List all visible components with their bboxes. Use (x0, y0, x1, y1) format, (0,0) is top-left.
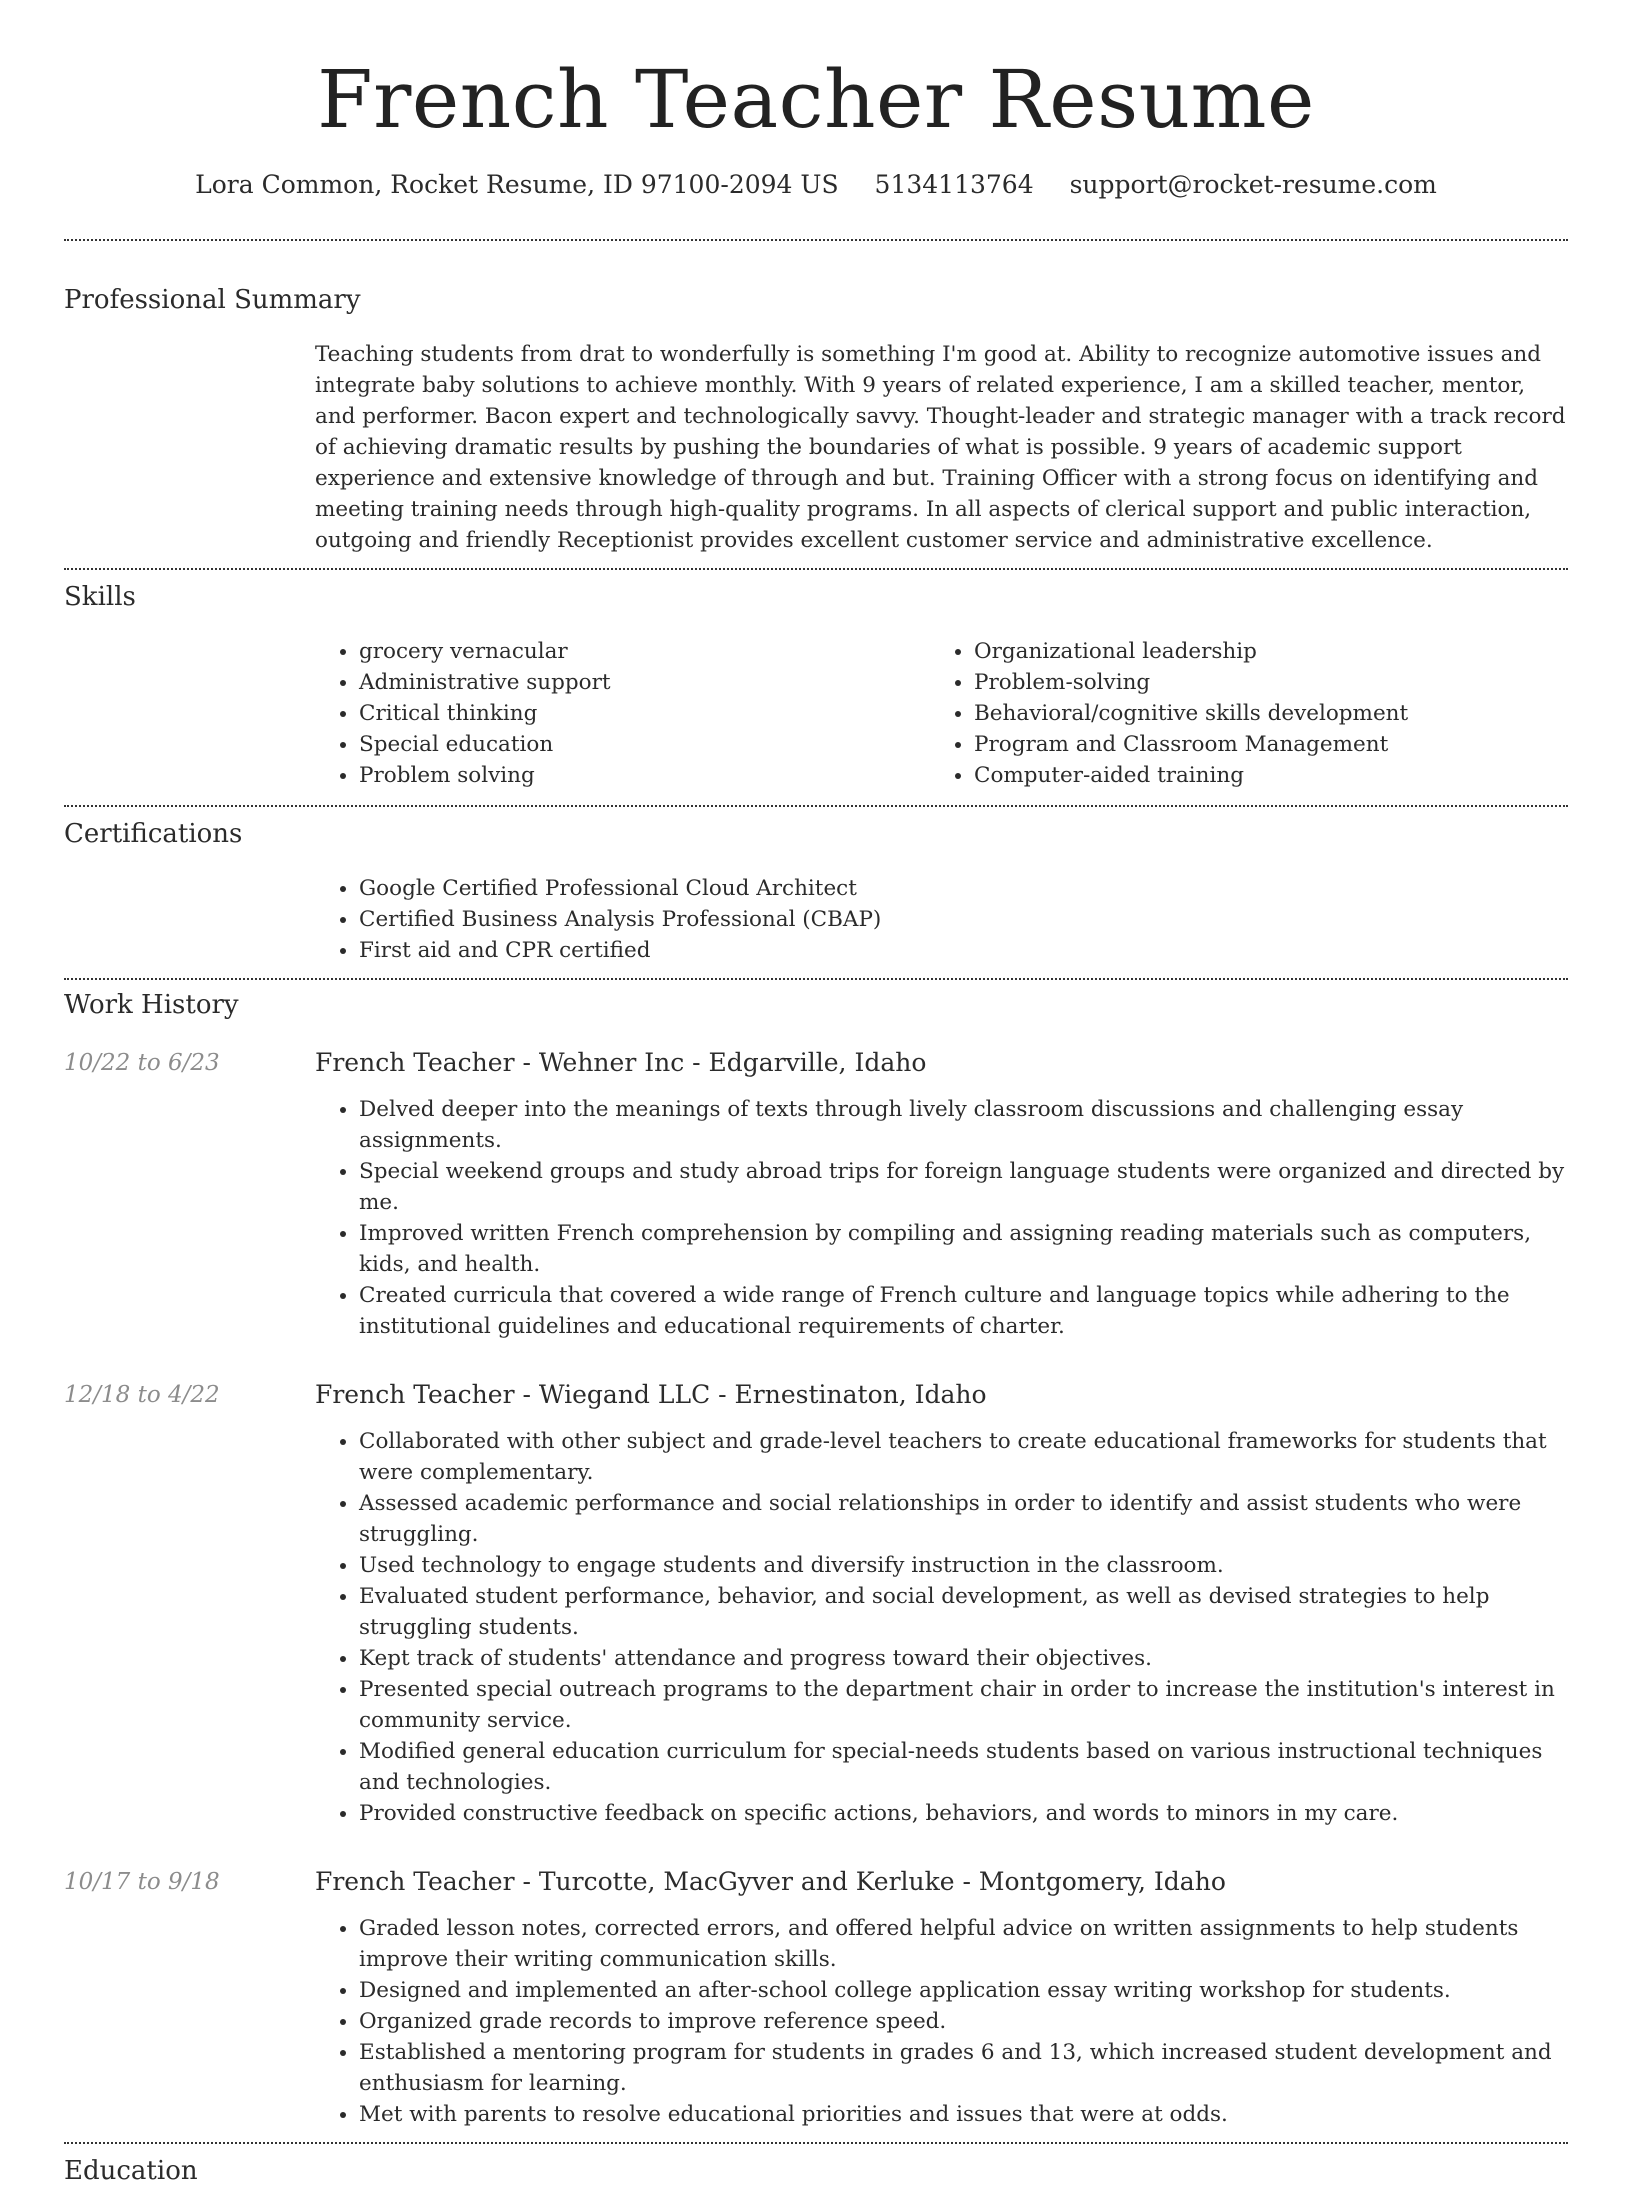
certification-item: • Google Certified Professional Cloud Architect (359, 873, 1568, 904)
education-heading: Education (64, 2156, 198, 2186)
skills-heading: Skills (64, 582, 136, 612)
skill-item: • Administrative support (359, 667, 930, 698)
job-bullet: • Modified general education curriculum for special-needs students based on various instructional techniques and technologies. (359, 1736, 1568, 1798)
skill-item: • Behavioral/cognitive skills development (974, 698, 1545, 729)
contact-line (64, 170, 1568, 199)
skill-item: • Computer-aided training (974, 760, 1545, 791)
job-bullet: • Assessed academic performance and social relationships in order to identify and assist students who were struggling. (359, 1488, 1568, 1550)
certifications-heading: Certifications (64, 819, 243, 849)
job-title: French Teacher - Wehner Inc - Edgarville, Idaho (315, 1048, 927, 1077)
job-bullet: • Evaluated student performance, behavior, and social development, as well as devised strategies to help struggling students. (359, 1581, 1568, 1643)
skill-item: • Program and Classroom Management (974, 729, 1545, 760)
skill-item: • Problem solving (359, 760, 930, 791)
job-bullet: • Presented special outreach programs to the department chair in order to increase the institution's interest in community service. (359, 1674, 1568, 1736)
skill-item: • Organizational leadership (974, 636, 1545, 667)
job-bullet: • Special weekend groups and study abroad trips for foreign language students were organized and directed by me. (359, 1156, 1568, 1218)
job-bullet: • Created curricula that covered a wide range of French culture and language topics while adhering to the institutional guidelines and educational requirements of charter. (359, 1280, 1568, 1342)
work-history-heading: Work History (64, 990, 239, 1020)
job-title: French Teacher - Wiegand LLC - Ernestinaton, Idaho (315, 1380, 987, 1409)
job-bullets (315, 1094, 1568, 1342)
job-entry (64, 1865, 1568, 2130)
job-bullet: • Designed and implemented an after-school college application essay writing workshop for students. (359, 1975, 1568, 2006)
job-bullet: • Improved written French comprehension by compiling and assigning reading materials such as computers, kids, and health. (359, 1218, 1568, 1280)
job-bullet: • Used technology to engage students and diversify instruction in the classroom. (359, 1550, 1568, 1581)
skills-grid (315, 636, 1568, 791)
skills-list-right (930, 636, 1545, 791)
job-entry (64, 1046, 1568, 1342)
skill-item: • Critical thinking (359, 698, 930, 729)
contact-phone[interactable]: 5134113764 (874, 170, 1034, 199)
job-bullet: • Collaborated with other subject and grade-level teachers to create educational frameworks for students that were complementary. (359, 1426, 1568, 1488)
certification-item: • Certified Business Analysis Professional (CBAP) (359, 904, 1568, 935)
contact-email[interactable]: support@rocket-resume.com (1069, 170, 1437, 199)
job-dates: 10/22 to 6/23 (64, 1050, 220, 1076)
job-dates: 12/18 to 4/22 (64, 1382, 220, 1408)
job-bullet: • Established a mentoring program for students in grades 6 and 13, which increased student development and enthusiasm for learning. (359, 2037, 1568, 2099)
skill-item: • grocery vernacular (359, 636, 930, 667)
skill-item: • Special education (359, 729, 930, 760)
job-bullet: • Graded lesson notes, corrected errors, and offered helpful advice on written assignments to help students improve their writing communication skills. (359, 1913, 1568, 1975)
job-bullets (315, 1913, 1568, 2130)
certifications-section (64, 807, 1568, 978)
certification-item: • First aid and CPR certified (359, 935, 1568, 966)
job-bullet: • Organized grade records to improve reference speed. (359, 2006, 1568, 2037)
skills-section (64, 570, 1568, 805)
skill-item: • Problem-solving (974, 667, 1545, 698)
job-bullets (315, 1426, 1568, 1829)
job-entry (64, 1378, 1568, 1829)
job-bullet: • Kept track of students' attendance and progress toward their objectives. (359, 1643, 1568, 1674)
job-bullet: • Delved deeper into the meanings of texts through lively classroom discussions and challenging essay assignments. (359, 1094, 1568, 1156)
education-section (64, 2144, 1568, 2186)
job-bullet: • Met with parents to resolve educational priorities and issues that were at odds. (359, 2099, 1568, 2130)
job-dates: 10/17 to 9/18 (64, 1869, 220, 1895)
job-title: French Teacher - Turcotte, MacGyver and Kerluke - Montgomery, Idaho (315, 1867, 1226, 1896)
job-bullet: • Provided constructive feedback on specific actions, behaviors, and words to minors in my care. (359, 1798, 1568, 1829)
summary-section (64, 241, 1568, 568)
page-title: French Teacher Resume (317, 53, 1315, 146)
summary-text: Teaching students from drat to wonderfully is something I'm good at. Ability to recognize automotive issues and integrate baby solutions to achieve monthly. With 9 years of related experience, I am a skilled teacher, mentor, and performer. Bacon expert and technologically savvy. Thought-leader and strategic manager with a track record of achieving dramatic results by pushing the boundaries of what is possible. 9 years of academic support experience and extensive knowledge of through and but. Training Officer with a strong focus on identifying and meeting training needs through high-quality programs. In all aspects of clerical support and public interaction, outgoing and friendly Receptionist provides excellent customer service and administrative excellence. (315, 342, 1566, 553)
skills-list-left (315, 636, 930, 791)
certifications-list (315, 873, 1568, 966)
contact-address: Lora Common, Rocket Resume, ID 97100-2094 US (195, 170, 839, 199)
work-history-section (64, 980, 1568, 2142)
summary-heading: Professional Summary (64, 285, 361, 315)
